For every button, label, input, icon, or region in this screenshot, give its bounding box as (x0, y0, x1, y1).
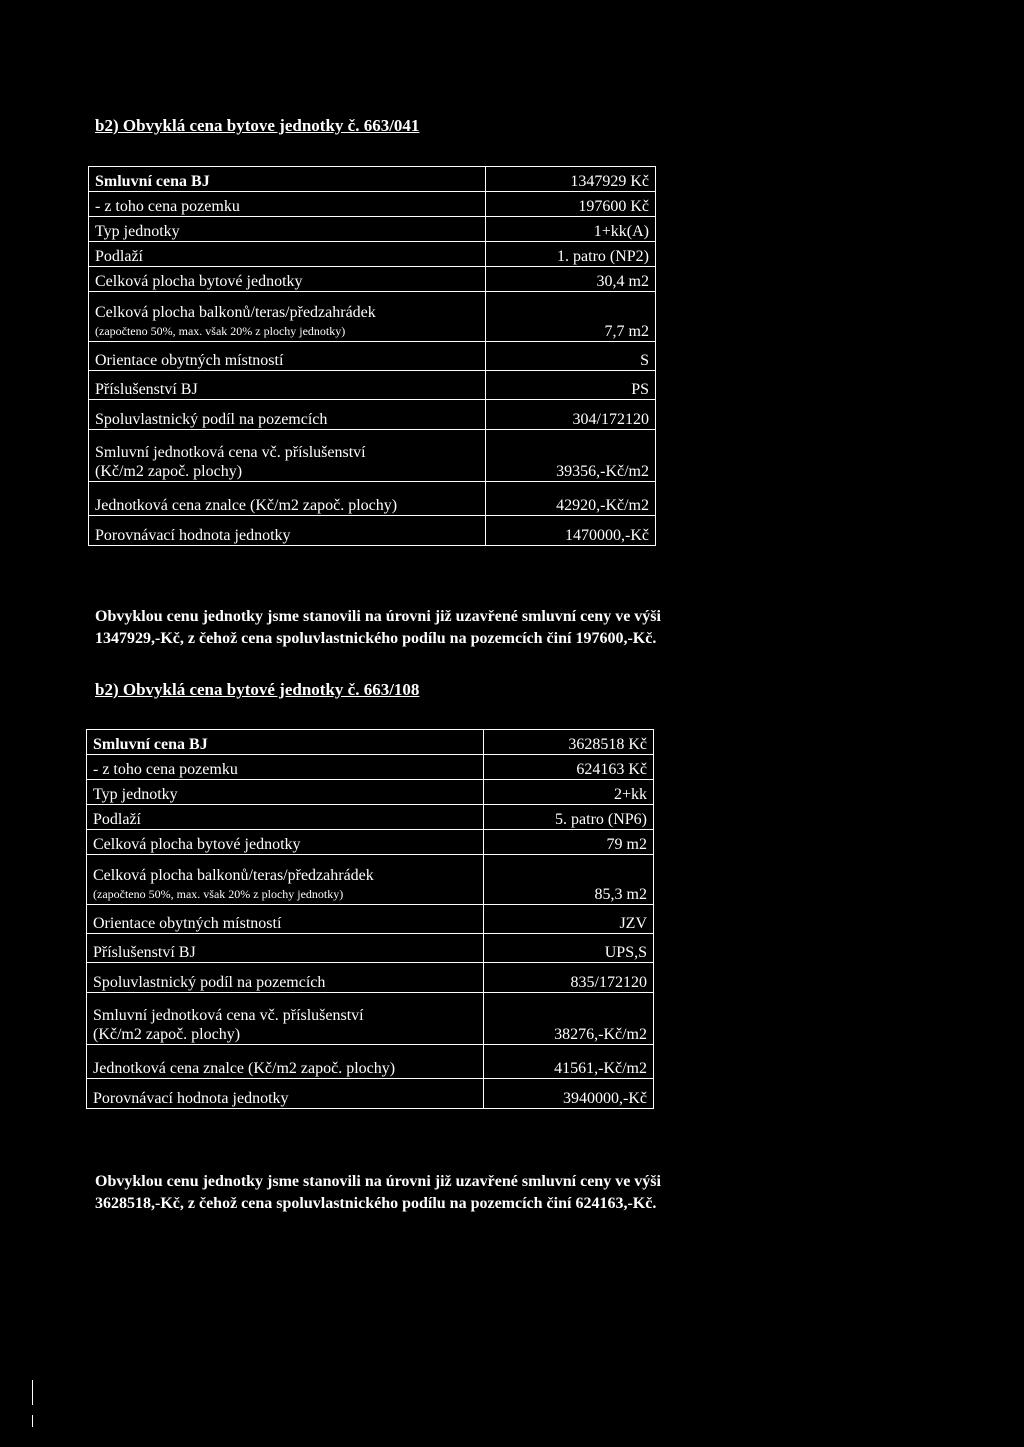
value-unit-price: 39356,-Kč/m2 (486, 430, 656, 482)
label-land-share: Spoluvlastnický podíl na pozemcích (89, 400, 486, 430)
label-accessories: Příslušenství BJ (87, 934, 484, 963)
value-unit-area: 79 m2 (484, 830, 654, 855)
label-orientation: Orientace obytných místností (89, 342, 486, 371)
value-accessories: UPS,S (484, 934, 654, 963)
label-balcony-area-note: (započteno 50%, max. však 20% z plochy jednotky) (95, 324, 346, 338)
label-unit-price (89, 430, 486, 482)
value-unit-price: 38276,-Kč/m2 (484, 993, 654, 1045)
label-land-price: - z toho cena pozemku (87, 755, 484, 780)
value-floor: 1. patro (NP2) (486, 242, 656, 267)
value-balcony-area: 85,3 m2 (484, 855, 654, 905)
value-land-price: 624163 Kč (484, 755, 654, 780)
label-balcony-area-note: (započteno 50%, max. však 20% z plochy jednotky) (93, 887, 344, 901)
label-expert-price: Jednotková cena znalce (Kč/m2 započ. plochy) (87, 1045, 484, 1079)
value-orientation: S (486, 342, 656, 371)
value-orientation: JZV (484, 905, 654, 934)
conclusion-paragraph (95, 1171, 661, 1215)
value-contract-price: 3628518 Kč (484, 730, 654, 755)
label-unit-price-line1: Smluvní jednotková cena vč. příslušenství (95, 444, 366, 461)
value-land-share: 304/172120 (486, 400, 656, 430)
label-accessories: Příslušenství BJ (89, 371, 486, 400)
section-heading: b2) Obvyklá cena bytove jednotky č. 663/041 (95, 116, 420, 135)
label-balcony-area-line1: Celková plocha balkonů/teras/předzahrádek (95, 304, 376, 321)
label-unit-area: Celková plocha bytové jednotky (89, 267, 486, 292)
conclusion-line-1: Obvyklou cenu jednotky jsme stanovili na úrovni již uzavřené smluvní ceny ve výši (95, 1173, 661, 1190)
label-unit-price-line2: (Kč/m2 započ. plochy) (95, 463, 243, 480)
label-contract-price: Smluvní cena BJ (89, 167, 486, 192)
value-unit-area: 30,4 m2 (486, 267, 656, 292)
unit-table (86, 729, 654, 1109)
label-unit-price-line1: Smluvní jednotková cena vč. příslušenství (93, 1007, 364, 1024)
label-comparative-value: Porovnávací hodnota jednotky (87, 1079, 484, 1109)
unit-table (88, 166, 656, 546)
value-land-share: 835/172120 (484, 963, 654, 993)
value-comparative-value: 3940000,-Kč (484, 1079, 654, 1109)
label-unit-price (87, 993, 484, 1045)
label-comparative-value: Porovnávací hodnota jednotky (89, 516, 486, 546)
section-heading: b2) Obvyklá cena bytové jednotky č. 663/108 (95, 680, 420, 699)
value-unit-type: 1+kk(A) (486, 217, 656, 242)
value-comparative-value: 1470000,-Kč (486, 516, 656, 546)
label-unit-price-line2: (Kč/m2 započ. plochy) (93, 1026, 241, 1043)
label-unit-type: Typ jednotky (87, 780, 484, 805)
label-balcony-area (89, 292, 486, 342)
value-balcony-area: 7,7 m2 (486, 292, 656, 342)
value-land-price: 197600 Kč (486, 192, 656, 217)
label-unit-type: Typ jednotky (89, 217, 486, 242)
value-unit-type: 2+kk (484, 780, 654, 805)
label-balcony-area-line1: Celková plocha balkonů/teras/předzahrádek (93, 867, 374, 884)
value-expert-price: 42920,-Kč/m2 (486, 482, 656, 516)
conclusion-paragraph (95, 606, 661, 650)
label-unit-area: Celková plocha bytové jednotky (87, 830, 484, 855)
label-land-share: Spoluvlastnický podíl na pozemcích (87, 963, 484, 993)
conclusion-line-2: 1347929,-Kč, z čehož cena spoluvlastnického podílu na pozemcích činí 197600,-Kč. (95, 630, 657, 647)
value-expert-price: 41561,-Kč/m2 (484, 1045, 654, 1079)
value-contract-price: 1347929 Kč (486, 167, 656, 192)
value-accessories: PS (486, 371, 656, 400)
label-expert-price: Jednotková cena znalce (Kč/m2 započ. plochy) (89, 482, 486, 516)
label-floor: Podlaží (87, 805, 484, 830)
conclusion-line-2: 3628518,-Kč, z čehož cena spoluvlastnického podílu na pozemcích činí 624163,-Kč. (95, 1195, 657, 1212)
label-floor: Podlaží (89, 242, 486, 267)
conclusion-line-1: Obvyklou cenu jednotky jsme stanovili na úrovni již uzavřené smluvní ceny ve výši (95, 608, 661, 625)
margin-mark (32, 1380, 33, 1405)
label-contract-price: Smluvní cena BJ (87, 730, 484, 755)
label-balcony-area (87, 855, 484, 905)
margin-mark (32, 1415, 33, 1427)
label-land-price: - z toho cena pozemku (89, 192, 486, 217)
value-floor: 5. patro (NP6) (484, 805, 654, 830)
label-orientation: Orientace obytných místností (87, 905, 484, 934)
